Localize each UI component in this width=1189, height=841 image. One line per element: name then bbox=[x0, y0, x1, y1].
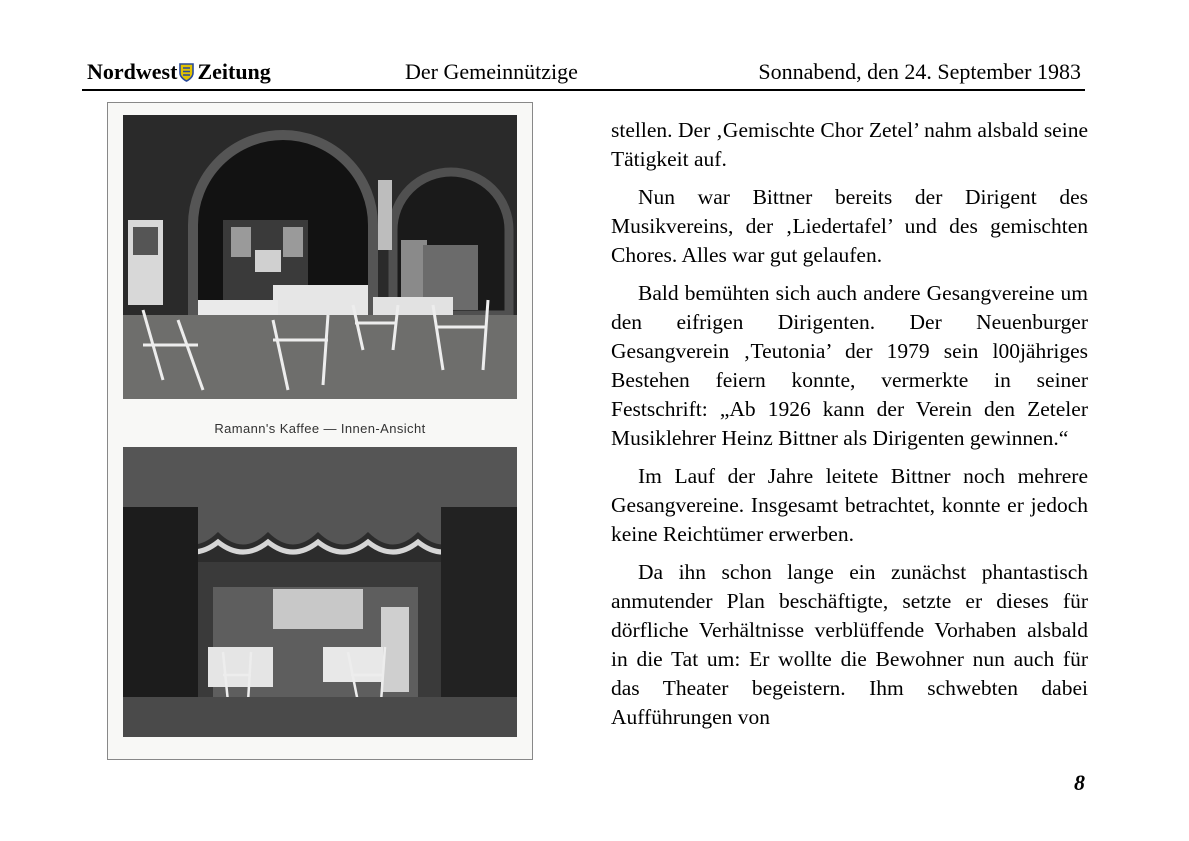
issue-date: Sonnabend, den 24. September 1983 bbox=[758, 59, 1081, 84]
coat-of-arms-icon bbox=[179, 63, 194, 82]
newspaper-masthead bbox=[87, 58, 271, 86]
photo-caption: Ramann's Kaffee — Innen-Ansicht bbox=[214, 421, 426, 436]
supplement-title: Der Gemeinnützige bbox=[405, 59, 578, 84]
masthead-right: Zeitung bbox=[197, 59, 271, 84]
cafe-interior-photo-top bbox=[123, 115, 517, 399]
article-paragraph: Bald bemühten sich auch andere Gesangvereine um den eifrigen Dirigenten. Der Neuenburger Gesangverein ‚Teutonia’ der 1979 sein l00jähriges Bestehen feiern konnte, vermerkte in seiner Festschrift: „Ab 1926 kann der Verein den Zeteler Musiklehrer Heinz Bittner als Dirigenten gewinnen.“ bbox=[611, 281, 1088, 450]
article-paragraph: Im Lauf der Jahre leitete Bittner noch mehrere Gesangvereine. Insgesamt betrachtet, konnte er jedoch keine Reichtümer erwerben. bbox=[611, 464, 1088, 546]
postcard-figure bbox=[107, 102, 533, 760]
page-header bbox=[82, 58, 1085, 90]
article-paragraph: stellen. Der ‚Gemischte Chor Zetel’ nahm alsbald seine Tätigkeit auf. bbox=[611, 118, 1088, 171]
cafe-interior-photo-bottom bbox=[123, 447, 517, 737]
header-rule bbox=[82, 89, 1085, 91]
article-column bbox=[611, 116, 1088, 741]
article-paragraph: Nun war Bittner bereits der Dirigent des Musikvereins, der ‚Liedertafel’ und des gemischten Chores. Alles war gut gelaufen. bbox=[611, 185, 1088, 267]
article-paragraph: Da ihn schon lange ein zunächst phantastisch anmutender Plan beschäftigte, setzte er dieses für dörfliche Verhältnisse verblüffende Vorhaben alsbald in die Tat um: Er wollte die Bewohner nun auch für das Theater begeistern. Ihm schwebten dabei Aufführungen von bbox=[611, 560, 1088, 729]
page-number: 8 bbox=[1074, 770, 1085, 795]
masthead-left: Nordwest bbox=[87, 59, 178, 84]
